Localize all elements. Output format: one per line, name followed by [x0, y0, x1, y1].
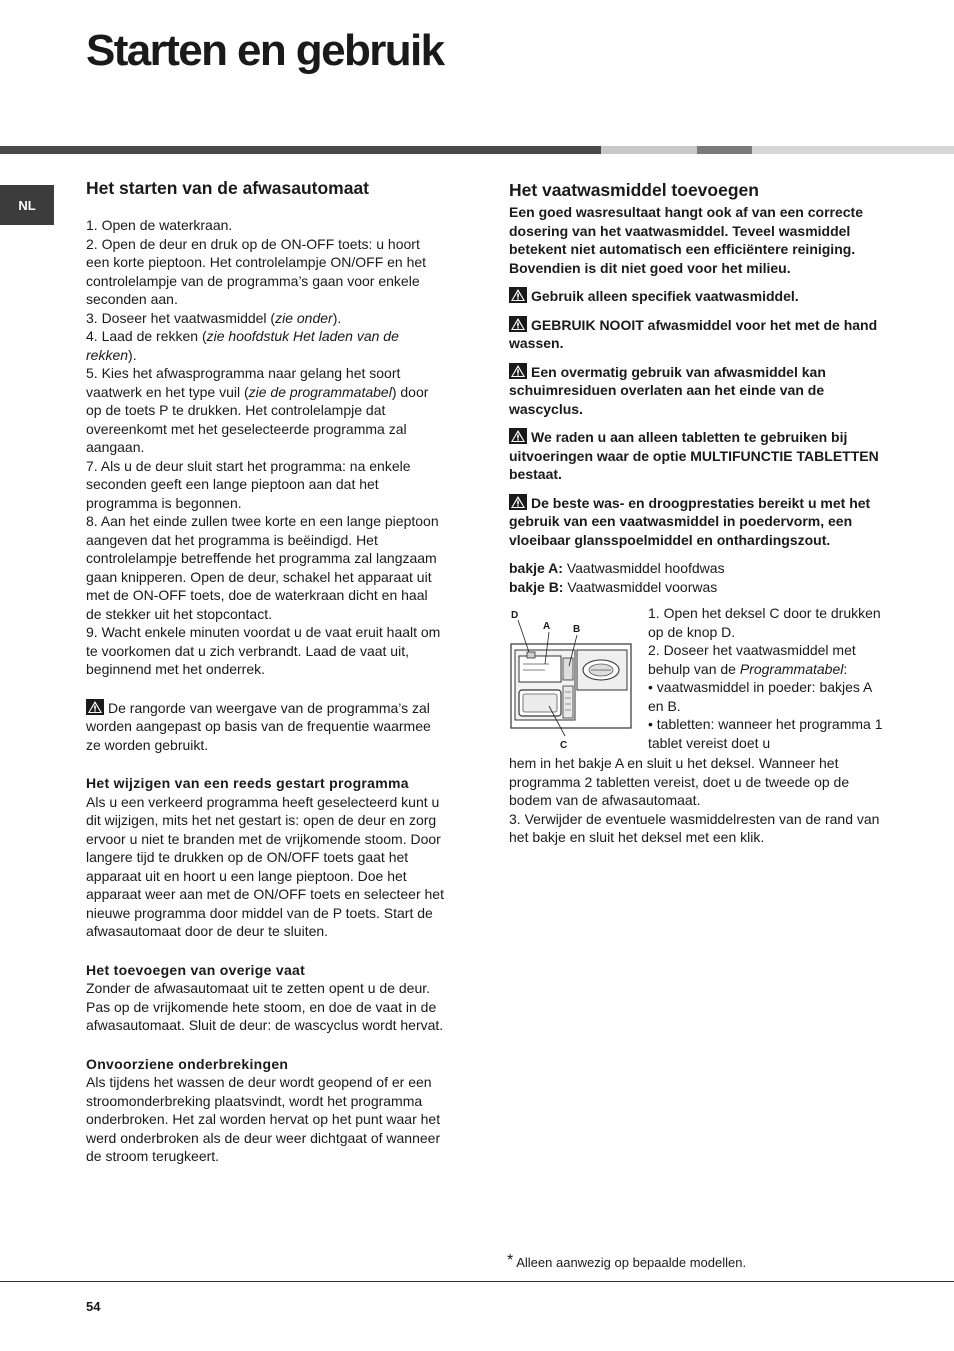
compartment-b	[509, 578, 883, 597]
step-4-reference: zie hoofdstuk Het laden van de rekken	[86, 328, 399, 363]
warning-1	[509, 287, 883, 306]
instruction-3: 3. Verwijder de eventuele wasmiddelresten van de rand van het bakje en sluit het deksel met een klik.	[509, 810, 880, 845]
step-5-text: 5. Kies het afwasprogramma naar gelang het soort vaatwerk en het type vuil (	[86, 365, 401, 400]
interruptions-text: Als tijdens het wassen de deur wordt geopend of er een stroomonderbreking plaatsvindt, wordt het programma onderbroken. Het zal worden hervat op het punt waar het werd onderbroken als de deur weer dichtgaat of wanneer de stroom terugkeert.	[86, 1074, 441, 1164]
warning-1-text: Gebruik alleen specifiek vaatwasmiddel.	[531, 288, 799, 304]
add-dishes-text: Zonder de afwasautomaat uit te zetten opent u de deur. Pas op de vrijkomende hete stoom, en doe de vaat in de afwasautomaat. Sluit de deur: de wascyclus wordt hervat.	[86, 980, 444, 1033]
footnote	[507, 1252, 746, 1270]
subheading-interruptions: Onvoorziene onderbrekingen	[86, 1055, 289, 1072]
step-3-text: 3. Doseer het vaatwasmiddel (	[86, 309, 276, 326]
warning-icon	[509, 494, 527, 510]
change-program-text: Als u een verkeerd programma heeft geselecteerd kunt u dit wijzigen, mits het net gestart is: open de deur en zorg ervoor u niet te branden met de vrijkomende stoom. Door langere tijd te drukken op de ON/OFF toets gaat het apparaat uit en hoort u een lange pieptoon. Doe het apparaat weer aan met de ON/OFF toets en selecteer het nieuwe programma door middel van de P toets. Start de afwasautomaat door de deur te sluiten.	[86, 793, 444, 939]
instruction-2-reference: Programmatabel	[739, 660, 844, 677]
compartment-b-text: Vaatwasmiddel voorwas	[567, 578, 718, 595]
header-bar-segment	[752, 146, 954, 154]
instruction-tablets-continued: hem in het bakje A en sluit u het deksel. Wanneer het programma 2 tabletten vereist, doet u de tweede op de bodem van de afwasautomaat.	[509, 755, 850, 808]
header-bar-segment	[601, 146, 697, 154]
step-4	[86, 327, 446, 364]
figure-label-a: A	[543, 621, 551, 632]
figure-label-c: C	[560, 740, 568, 751]
instruction-tablets: • tabletten: wanneer het programma 1 tablet vereist doet u	[648, 716, 883, 751]
instruction-2	[648, 641, 884, 678]
warning-4	[509, 428, 883, 484]
step-7: 7. Als u de deur sluit start het programma: na enkele seconden geeft een lange pieptoon aan dat het programma is begonnen.	[86, 457, 411, 511]
compartment-a-label: bakje A:	[509, 560, 563, 576]
step-5	[86, 364, 446, 457]
step-3-reference: zie onder	[275, 309, 333, 326]
header-bar-segment	[697, 146, 752, 154]
subheading-change-program: Het wijzigen van een reeds gestart programma	[86, 775, 409, 791]
step-8: 8. Aan het einde zullen twee korte en een lange pieptoon aangeven dat het programma is beëindigd. Het controlelampje betreffende het programma zal langzaam gaan knipperen. Open de deur, schakel het apparaat uit met de ON-OFF toets, doe de waterkraan dicht en haal de stekker uit het stopcontact.	[86, 513, 439, 622]
instruction-powder: • vaatwasmiddel in poeder: bakjes A en B.	[648, 679, 872, 714]
instruction-2-text-end: :	[843, 660, 848, 677]
footer-rule	[0, 1281, 954, 1282]
warning-icon	[86, 699, 104, 715]
step-1: 1. Open de waterkraan.	[86, 217, 233, 233]
dispenser-illustration	[509, 604, 637, 752]
figure-label-d: D	[511, 610, 519, 621]
section-heading-starting: Het starten van de afwasautomaat	[86, 178, 370, 198]
language-tab: NL	[0, 185, 54, 225]
compartment-a-text: Vaatwasmiddel hoofdwas	[566, 560, 725, 576]
warning-2-text: GEBRUIK NOOIT afwasmiddel voor het met de hand wassen.	[509, 316, 878, 351]
warning-3-text: Een overmatig gebruik van afwasmiddel kan schuimresiduen overlaten aan het einde van de wascyclus.	[509, 363, 826, 417]
detergent-intro: Een goed wasresultaat hangt ook af van een correcte dosering van het vaatwasmiddel. Teveel wasmiddel betekent niet automatisch een efficiëntere reiniging. Bovendien is dit niet goed voor het milieu.	[509, 204, 863, 276]
left-column	[86, 177, 446, 1166]
warning-icon	[509, 428, 527, 444]
page-number: 54	[86, 1299, 101, 1314]
step-2: 2. Open de deur en druk op de ON-OFF toets: u hoort een korte pieptoon. Het controlelampje ON/OFF en het controlelampje van de programma’s gaan voor enkele seconden aan.	[86, 235, 427, 307]
page-title: Starten en gebruik	[86, 26, 444, 75]
warning-5	[509, 494, 883, 550]
step-3	[86, 309, 446, 328]
step-3-text-end: ).	[332, 309, 342, 326]
instruction-1: 1. Open het deksel C door te drukken op de knop D.	[648, 605, 881, 640]
step-5-text-end: ) door op de toets P te drukken. Het controlelampje dat overeenkomt met het geselecteerde programma zal aangaan.	[86, 383, 429, 455]
figure-label-b: B	[573, 624, 581, 635]
dispenser-instructions	[648, 604, 884, 752]
instruction-2-text: 2. Doseer het vaatwasmiddel met behulp van de	[648, 642, 856, 677]
subheading-add-dishes: Het toevoegen van overige vaat	[86, 961, 306, 978]
header-bar-segment	[0, 146, 601, 154]
footnote-asterisk: *	[507, 1252, 514, 1269]
compartment-a	[509, 559, 883, 578]
warning-icon	[509, 316, 527, 332]
program-order-note-text: De rangorde van weergave van de programma’s zal worden aangepast op basis van de frequentie waarmee ze worden gebruikt.	[86, 699, 431, 753]
warning-5-text: De beste was- en droogprestaties bereikt u met het gebruik van een vaatwasmiddel in poedervorm, een vloeibaar glansspoelmiddel en onthardingszout.	[509, 494, 871, 548]
footnote-text: Alleen aanwezig op bepaalde modellen.	[516, 1255, 747, 1270]
step-9: 9. Wacht enkele minuten voordat u de vaat eruit haalt om te voorkomen dat u zich verbrandt. Laad de vaat uit, beginnend met het onderrek.	[86, 624, 441, 677]
step-5-reference: zie de programmatabel	[248, 383, 392, 400]
section-heading-detergent: Het vaatwasmiddel toevoegen	[509, 180, 759, 200]
detergent-dispenser-section	[509, 604, 883, 754]
compartment-b-label: bakje B:	[509, 578, 564, 595]
step-4-text: 4. Laad de rekken (	[86, 328, 207, 344]
warning-2	[509, 316, 883, 353]
step-4-text-end: ).	[128, 346, 137, 363]
warning-icon	[509, 287, 527, 303]
warning-4-text: We raden u aan alleen tabletten te gebruiken bij uitvoeringen waar de optie MULTIFUNCTIE TABLETTEN bestaat.	[509, 429, 879, 482]
right-column	[509, 179, 883, 847]
program-order-note	[86, 699, 446, 755]
warning-icon	[509, 363, 527, 379]
warning-3	[509, 363, 883, 419]
